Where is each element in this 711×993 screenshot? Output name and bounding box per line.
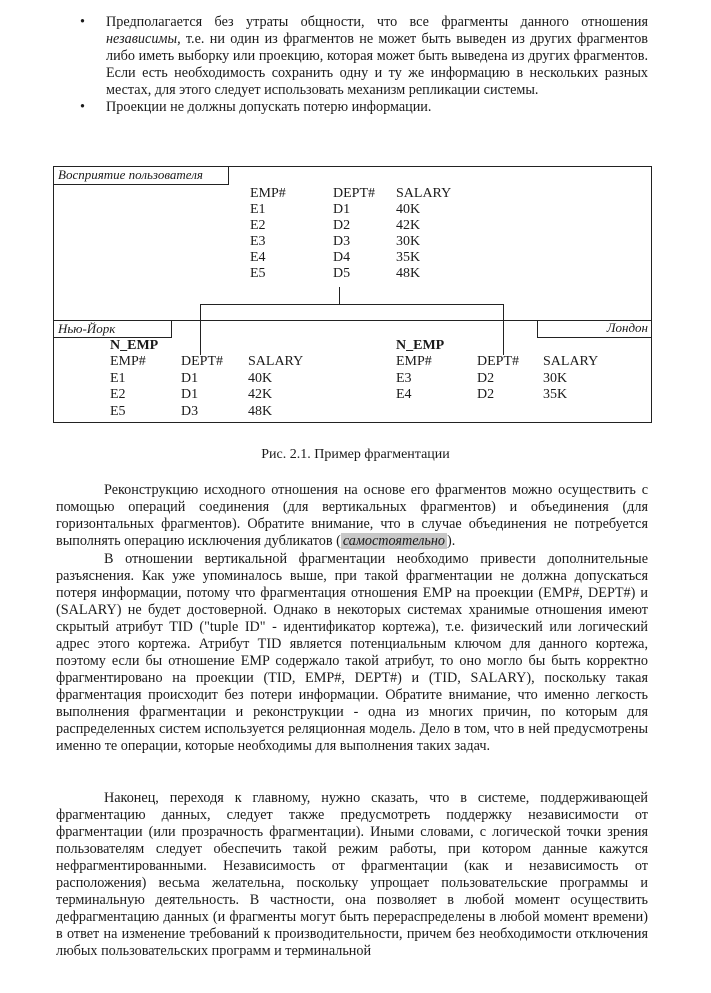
table-cell: D3 xyxy=(181,404,199,419)
table-cell: 42K xyxy=(248,387,273,402)
table-cell: D1 xyxy=(181,371,199,386)
table-cell: D2 xyxy=(477,387,495,402)
header-salary: SALARY xyxy=(543,354,599,369)
paragraph-fragmentation-independence: Наконец, переходя к главному, нужно сказать, что в системе, поддерживающей фрагментацию данных, следует также предусмотреть поддержку независимости от фрагментации (или прозрачность фрагментации). Иными словами, с логической точки зрения пользователям следует обеспечить такой режим работы, при котором данные кажутся нефрагментированными. Независимость от фрагментации (как и независимость от расположения) весьма желательна, поскольку упрощает пользовательские программы и терминальную деятельность. В частности, она позволяет в любой момент осуществить дефрагментацию данных (и фрагменты могут быть перераспределены в любой момент времени) в ответ на изменение требований к производительности, причем без необходимости отключения любых пользовательских программ и терминальной xyxy=(56,790,648,959)
header-dept: DEPT# xyxy=(181,354,223,369)
text-run: , т.е. ни один из фрагментов не может быть выведен из других фрагментов либо иметь выборку или проекцию, которая может быть выведена из других фрагментов. Если есть необходимость сохранить одну и ту же информацию в нескольких разных местах, для этого следует использовать механизм репликации системы. xyxy=(106,31,648,98)
table-cell: D1 xyxy=(333,202,351,217)
table-cell: E1 xyxy=(110,371,126,386)
header-dept: DEPT# xyxy=(333,186,375,201)
table-cell: D5 xyxy=(333,266,351,281)
connector-stem xyxy=(339,287,340,305)
figure-caption: Рис. 2.1. Пример фрагментации xyxy=(261,447,450,462)
table-cell: E4 xyxy=(396,387,412,402)
user-view-label: Восприятие пользователя xyxy=(53,166,229,185)
paragraph-reconstruction xyxy=(56,482,648,550)
table-cell: 35K xyxy=(396,250,421,265)
relation-name: N_EMP xyxy=(396,338,445,353)
header-salary: SALARY xyxy=(396,186,452,201)
relation-name: N_EMP xyxy=(110,338,159,353)
bullet-list xyxy=(76,14,648,116)
table-cell: D3 xyxy=(333,234,351,249)
connector-right xyxy=(503,304,504,355)
table-cell: D4 xyxy=(333,250,351,265)
table-cell: 48K xyxy=(248,404,273,419)
header-emp: EMP# xyxy=(396,354,432,369)
table-cell: 42K xyxy=(396,218,421,233)
table-cell: E3 xyxy=(396,371,412,386)
bullet-dot: • xyxy=(80,14,85,30)
london-label: Лондон xyxy=(537,320,652,338)
header-emp: EMP# xyxy=(250,186,286,201)
table-cell: E5 xyxy=(250,266,266,281)
bullet-item xyxy=(76,14,648,99)
fragmentation-figure xyxy=(53,166,652,423)
table-cell: D1 xyxy=(181,387,199,402)
table-cell: E5 xyxy=(110,404,126,419)
text-run: Реконструкцию исходного отношения на основе его фрагментов можно осуществить с помощью операций соединения (для вертикальных фрагментов) и объединения (для горизонтальных фрагментов). Обратите внимание, что в случае объединения не потребуется выполнять операцию исключения дубликатов ( xyxy=(56,482,648,549)
italic-term: независимы xyxy=(106,31,178,47)
table-cell: 30K xyxy=(543,371,568,386)
table-cell: 30K xyxy=(396,234,421,249)
table-cell: 40K xyxy=(396,202,421,217)
paragraph-vertical-fragmentation: В отношении вертикальной фрагментации необходимо привести дополнительные разъяснения. Как уже упоминалось выше, при такой фрагментации не должна допускаться потеря информации, потому что фрагментация отношения EMP на проекции (EMP#, DEPT#) и (SALARY) не будет достоверной. Однако в некоторых системах хранимые отношения имеют скрытый атрибут TID ("tuple ID" - идентификатор кортежа), т.е. физический или логический адрес этого кортежа. Атрибут TID является потенциальным ключом для данного кортежа, поэтому если бы отношение EMP содержало такой атрибут, то оно могло бы быть корректно фрагментировано на проекции (TID, EMP#, DEPT#) и (TID, SALARY), поскольку такая фрагментация происходит без потери информации. Обратите внимание, что именно легкость выполнения фрагментации и реконструкции - одна из многих причин, по которым для распределенных систем используется реляционная модель. Дело в том, что в ней предусмотрены именно те операции, которые необходимы для выполнения таких задач. xyxy=(56,551,648,754)
table-cell: E2 xyxy=(110,387,126,402)
table-cell: D2 xyxy=(477,371,495,386)
bullet-text xyxy=(106,14,648,98)
table-cell: E4 xyxy=(250,250,266,265)
header-emp: EMP# xyxy=(110,354,146,369)
new-york-label: Нью-Йорк xyxy=(53,320,172,338)
table-cell: E3 xyxy=(250,234,266,249)
connector-bar xyxy=(200,304,504,305)
text-run: ). xyxy=(447,533,456,549)
table-cell: 40K xyxy=(248,371,273,386)
header-salary: SALARY xyxy=(248,354,304,369)
highlighted-word: самостоятельно xyxy=(342,533,445,549)
table-cell: 35K xyxy=(543,387,568,402)
connector-left xyxy=(200,304,201,355)
table-cell: 48K xyxy=(396,266,421,281)
text-run: Предполагается без утраты общности, что все фрагменты данного отношения xyxy=(106,14,648,30)
table-cell: D2 xyxy=(333,218,351,233)
table-cell: E2 xyxy=(250,218,266,233)
header-dept: DEPT# xyxy=(477,354,519,369)
bullet-text: Проекции не должны допускать потерю информации. xyxy=(106,99,432,115)
bullet-item xyxy=(76,99,648,116)
bullet-dot: • xyxy=(80,99,85,115)
table-cell: E1 xyxy=(250,202,266,217)
